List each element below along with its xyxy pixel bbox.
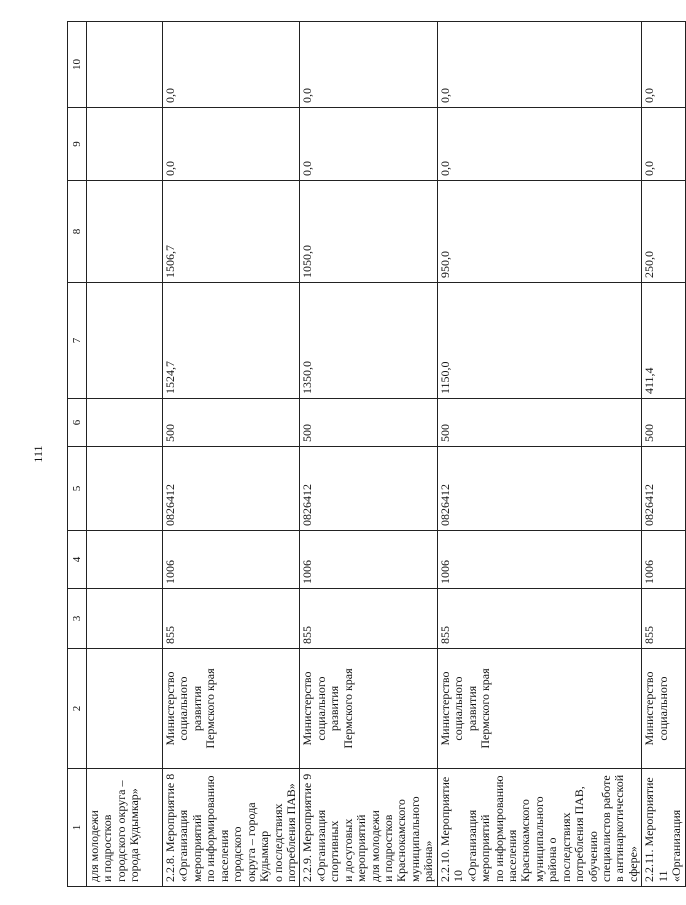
table-row xyxy=(87,22,163,887)
cell-expense-type: 500 xyxy=(437,399,642,447)
rotated-table-wrapper xyxy=(67,22,684,887)
cell-value-col8: 1050,0 xyxy=(300,181,437,283)
cell-value-col9: 0,0 xyxy=(300,108,437,181)
cell-grbs: 855 xyxy=(163,589,300,649)
cell-grbs xyxy=(87,589,163,649)
cell-target-article: 0826412 xyxy=(163,447,300,531)
cell-expense-type: 500 xyxy=(642,399,685,447)
cell-value-col9 xyxy=(87,108,163,181)
cell-value-col10: 0,0 xyxy=(163,22,300,108)
cell-value-col10: 0,0 xyxy=(642,22,685,108)
cell-expense-type xyxy=(87,399,163,447)
cell-value-col8: 1506,7 xyxy=(163,181,300,283)
budget-table xyxy=(67,21,686,887)
column-number-row xyxy=(68,22,87,887)
executor: Министерство социального развития Пермского края xyxy=(300,649,437,769)
cell-value-col8: 950,0 xyxy=(437,181,642,283)
table-row xyxy=(437,22,642,887)
cell-section xyxy=(87,531,163,589)
cell-target-article: 0826412 xyxy=(437,447,642,531)
cell-target-article: 0826412 xyxy=(642,447,685,531)
cell-grbs: 855 xyxy=(437,589,642,649)
cell-section: 1006 xyxy=(642,531,685,589)
cell-value-col9: 0,0 xyxy=(437,108,642,181)
cell-value-col9: 0,0 xyxy=(163,108,300,181)
table-row xyxy=(642,22,685,887)
cell-value-col7: 1524,7 xyxy=(163,283,300,399)
cell-grbs: 855 xyxy=(642,589,685,649)
cell-value-col9: 0,0 xyxy=(642,108,685,181)
column-number: 10 xyxy=(68,22,87,108)
executor: Министерство социального xyxy=(642,649,685,769)
cell-section: 1006 xyxy=(300,531,437,589)
table-row xyxy=(163,22,300,887)
cell-value-col7: 1350,0 xyxy=(300,283,437,399)
executor: Министерство социального развития Пермского края xyxy=(163,649,300,769)
executor: Министерство социального развития Пермского края xyxy=(437,649,642,769)
cell-section: 1006 xyxy=(163,531,300,589)
column-number: 1 xyxy=(68,769,87,887)
cell-value-col7 xyxy=(87,283,163,399)
column-number: 7 xyxy=(68,283,87,399)
cell-grbs: 855 xyxy=(300,589,437,649)
column-number: 8 xyxy=(68,181,87,283)
activity-name: 2.2.8. Мероприятие 8 «Организация мероприятий по информированию населения городского округа – города Кудымкар о последствиях потребления ПАВ» xyxy=(163,769,300,887)
cell-section: 1006 xyxy=(437,531,642,589)
column-number: 9 xyxy=(68,108,87,181)
cell-value-col7: 411,4 xyxy=(642,283,685,399)
page-number: 111 xyxy=(31,445,45,463)
cell-value-col8: 250,0 xyxy=(642,181,685,283)
column-number: 6 xyxy=(68,399,87,447)
cell-value-col10 xyxy=(87,22,163,108)
cell-value-col8 xyxy=(87,181,163,283)
cell-value-col10: 0,0 xyxy=(300,22,437,108)
cell-target-article xyxy=(87,447,163,531)
column-number: 5 xyxy=(68,447,87,531)
cell-target-article: 0826412 xyxy=(300,447,437,531)
column-number: 3 xyxy=(68,589,87,649)
executor xyxy=(87,649,163,769)
table-row xyxy=(300,22,437,887)
cell-value-col7: 1150,0 xyxy=(437,283,642,399)
activity-name: 2.2.9. Мероприятие 9 «Организация спортивных и досуговых мероприятий для молодежи и подростков Краснокамского муниципального района» xyxy=(300,769,437,887)
cell-value-col10: 0,0 xyxy=(437,22,642,108)
activity-name: 2.2.10. Мероприятие 10 «Организация мероприятий по информированию населения Краснокамского муниципального района о последствиях потребления ПАВ, обучению специалистов работе в антинаркотической сфере» xyxy=(437,769,642,887)
column-number: 2 xyxy=(68,649,87,769)
activity-name: 2.2.11. Мероприятие 11 «Организация xyxy=(642,769,685,887)
activity-name: для молодежи и подростков городского округа – города Кудымкар» xyxy=(87,769,163,887)
column-number: 4 xyxy=(68,531,87,589)
cell-expense-type: 500 xyxy=(300,399,437,447)
cell-expense-type: 500 xyxy=(163,399,300,447)
